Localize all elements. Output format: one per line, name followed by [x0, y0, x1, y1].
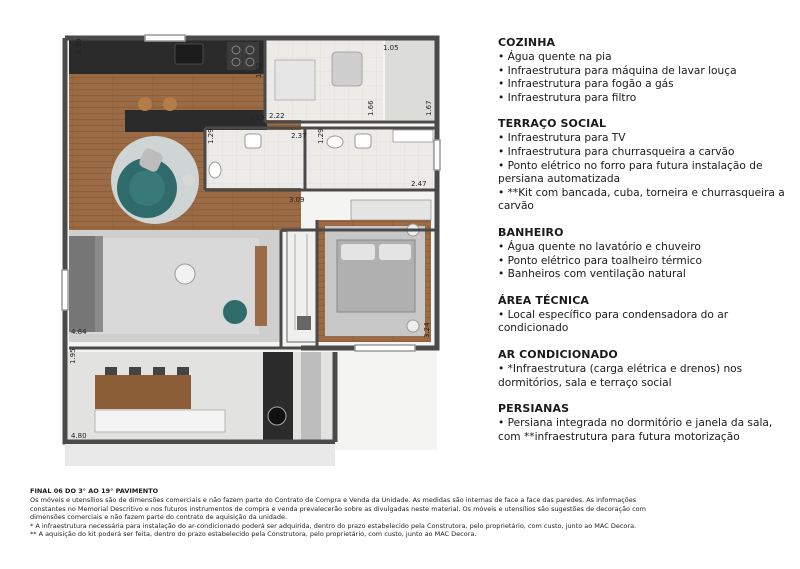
dim-label: 2.37 [291, 132, 307, 140]
disclaimer-line: ** A aquisição do kit poderá ser feita, dentro do prazo estabelecido pela Construtora, pelo proprietário, com custo, junto ao MAC Decora. [30, 530, 477, 539]
floor-plan-drawing [55, 30, 445, 470]
section-banheiro [498, 226, 790, 282]
floor-plan [55, 30, 445, 470]
disclaimer-line: * A infraestrutura necessária para instalação do ar-condicionado poderá ser adquirida, dentro do prazo estabelecido pela Construtora, pelo proprietário, com custo, junto ao MAC Decora. [30, 521, 637, 530]
section-title: PERSIANAS [498, 402, 570, 416]
dim-label: 1.67 [425, 100, 433, 116]
section-title: COZINHA [498, 36, 556, 49]
section-persianas [498, 402, 790, 444]
dim-label: 1.66 [367, 100, 375, 116]
dim-label: 3.09 [289, 196, 305, 204]
dim-label: 1.95 [69, 348, 77, 364]
section-ar-condicionado [498, 348, 790, 390]
dim-label: 2.47 [411, 180, 427, 188]
features-list [498, 36, 790, 456]
list-item: • Infraestrutura para fogão a gás [498, 78, 674, 91]
section-title: BANHEIRO [498, 225, 564, 239]
list-item: • *Infraestrutura (carga elétrica e drenos) nos dormitórios, sala e terraço social [498, 362, 743, 389]
dim-label: 1.29 [317, 128, 325, 144]
disclaimer-line: dimensões comerciais e não fazem parte do contrato de aquisição da unidade. [30, 513, 288, 522]
dim-label: 4.84 [71, 328, 87, 336]
disclaimer-line: constantes no Memorial Descritivo e nos futuros instrumentos de compra e venda prevalecerão sobre as divulgadas neste material. Os móveis e utensílios são sugestões de decoração com [30, 504, 646, 513]
list-item: • Água quente na pia [498, 51, 612, 63]
list-item: • Infraestrutura para churrasqueira a carvão [498, 145, 735, 158]
list-item: • Persiana integrada no dormitório e janela da sala, com **infraestrutura para futura motorização [498, 417, 773, 443]
dim-label: 4.19 [249, 114, 265, 122]
sofa [69, 236, 97, 332]
floor-label: FINAL 06 DO 3° AO 19° PAVIMENTO [30, 487, 159, 495]
dining-table [95, 375, 191, 409]
section-area-tecnica [498, 294, 790, 336]
section-title: AR CONDICIONADO [498, 347, 618, 361]
dim-label: 1.05 [383, 44, 399, 52]
section-cozinha [498, 36, 790, 105]
section-terraco-social [498, 117, 790, 214]
dim-label: 2.22 [269, 112, 285, 120]
list-item: • Local específico para condensadora do ar condicionado [498, 308, 729, 335]
list-item: • Ponto elétrico para toalheiro térmico [498, 254, 702, 267]
list-item: • Infraestrutura para TV [498, 132, 626, 145]
dim-label: 1.63 [255, 62, 263, 78]
list-item: • Água quente no lavatório e chuveiro [498, 240, 701, 253]
list-item: • Banheiros com ventilação natural [498, 268, 686, 281]
disclaimer [30, 487, 780, 539]
list-item: • **Kit com bancada, cuba, torneira e churrasqueira a carvão [498, 186, 785, 213]
dim-label: 6.59 [75, 38, 83, 54]
list-item: • Ponto elétrico no forro para futura instalação de persiana automatizada [498, 159, 763, 186]
list-item: • Infraestrutura para filtro [498, 91, 637, 104]
disclaimer-line: Os móveis e utensílios são de dimensões comerciais e não fazem parte do Contrato de Compra e Venda da Unidade. As medidas são internas de face a face das paredes. As informações [30, 496, 637, 504]
list-item: • Infraestrutura para máquina de lavar louça [498, 64, 737, 77]
dim-label: 4.80 [71, 432, 87, 440]
section-title: TERRAÇO SOCIAL [498, 117, 607, 131]
section-title: ÁREA TÉCNICA [498, 293, 590, 307]
dim-label: 1.29 [207, 128, 215, 144]
dim-label: 3.24 [423, 322, 431, 338]
